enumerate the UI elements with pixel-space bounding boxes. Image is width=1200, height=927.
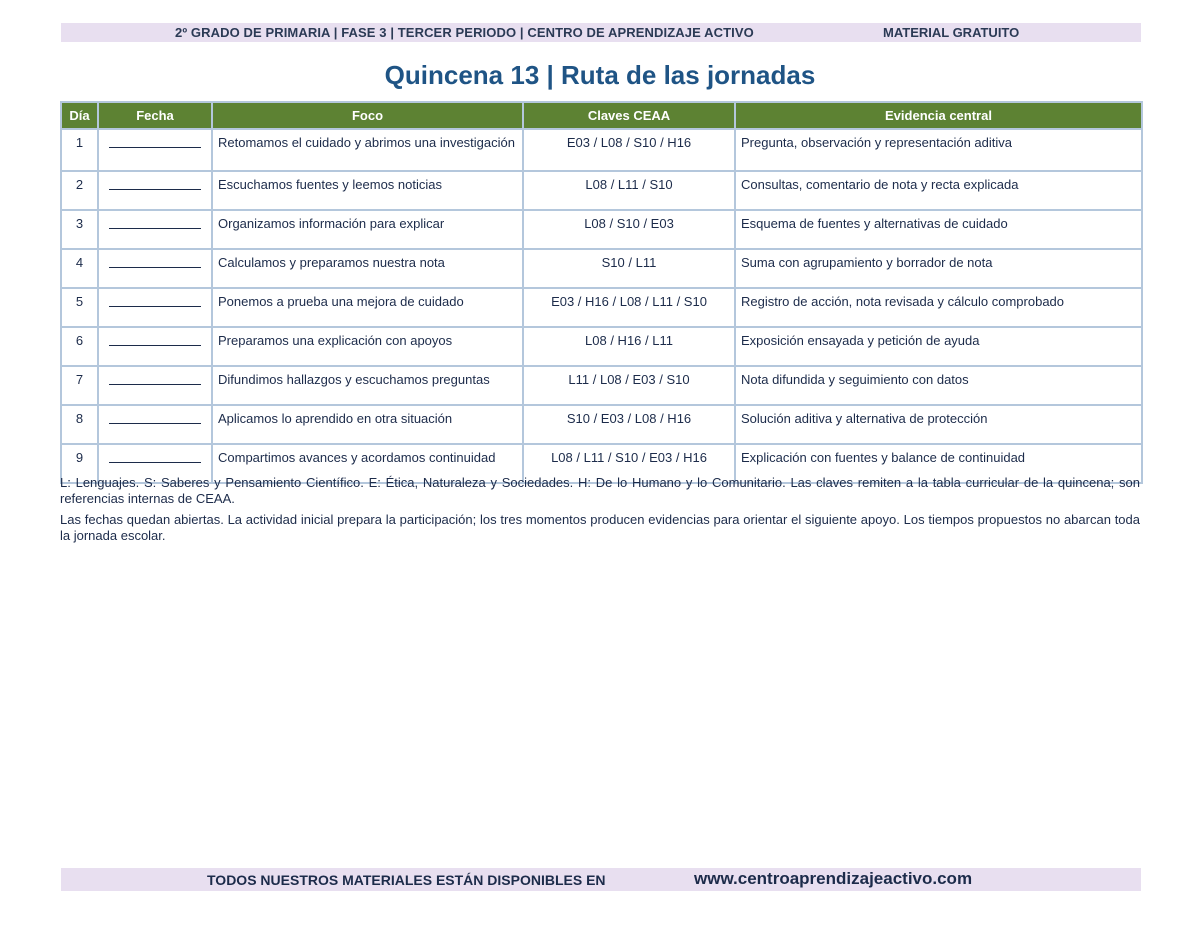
date-blank xyxy=(98,327,212,366)
cell-dia: 6 xyxy=(61,327,98,366)
date-blank-line xyxy=(109,135,201,148)
table-row xyxy=(61,366,1142,405)
cell-claves: S10 / L11 xyxy=(523,249,735,288)
date-blank xyxy=(98,288,212,327)
date-blank-line xyxy=(109,411,201,424)
cell-evidencia: Solución aditiva y alternativa de protección xyxy=(735,405,1142,444)
page-title: Quincena 13 | Ruta de las jornadas xyxy=(384,60,816,90)
cell-dia: 4 xyxy=(61,249,98,288)
cell-claves: L11 / L08 / E03 / S10 xyxy=(523,366,735,405)
table-row xyxy=(61,129,1142,171)
cell-dia: 9 xyxy=(61,444,98,483)
table-row xyxy=(61,210,1142,249)
table-row xyxy=(61,327,1142,366)
cell-evidencia: Suma con agrupamiento y borrador de nota xyxy=(735,249,1142,288)
table-row xyxy=(61,171,1142,210)
footer-band xyxy=(61,868,1141,891)
legend-note: L: Lenguajes. S: Saberes y Pensamiento Científico. E: Ética, Naturaleza y Sociedades. H: De lo Humano y lo Comunitario. Las claves remiten a la tabla curricular de la quincena; son referencias internas de CEAA. xyxy=(60,475,1140,506)
date-blank-line xyxy=(109,216,201,229)
cell-evidencia: Consultas, comentario de nota y recta explicada xyxy=(735,171,1142,210)
date-blank xyxy=(98,249,212,288)
column-header-dia: Día xyxy=(61,102,98,129)
date-blank-line xyxy=(109,255,201,268)
footer-website-link[interactable]: www.centroaprendizajeactivo.com xyxy=(694,869,973,888)
cell-claves: L08 / L11 / S10 / E03 / H16 xyxy=(523,444,735,483)
cell-claves: L08 / S10 / E03 xyxy=(523,210,735,249)
cell-claves: E03 / L08 / S10 / H16 xyxy=(523,129,735,171)
cell-evidencia: Esquema de fuentes y alternativas de cuidado xyxy=(735,210,1142,249)
table-row xyxy=(61,249,1142,288)
cell-claves: L08 / L11 / S10 xyxy=(523,171,735,210)
cell-dia: 8 xyxy=(61,405,98,444)
header-band xyxy=(61,23,1141,42)
cell-dia: 2 xyxy=(61,171,98,210)
header-free-material: MATERIAL GRATUITO xyxy=(883,25,1020,40)
date-blank-line xyxy=(109,177,201,190)
cell-claves: E03 / H16 / L08 / L11 / S10 xyxy=(523,288,735,327)
cell-foco: Organizamos información para explicar xyxy=(212,210,523,249)
cell-claves: S10 / E03 / L08 / H16 xyxy=(523,405,735,444)
date-blank-line xyxy=(109,294,201,307)
cell-dia: 3 xyxy=(61,210,98,249)
cell-foco: Escuchamos fuentes y leemos noticias xyxy=(212,171,523,210)
cell-evidencia: Registro de acción, nota revisada y cálculo comprobado xyxy=(735,288,1142,327)
date-blank-line xyxy=(109,450,201,463)
table-header-row xyxy=(61,102,1142,129)
cell-evidencia: Explicación con fuentes y balance de continuidad xyxy=(735,444,1142,483)
cell-evidencia: Pregunta, observación y representación aditiva xyxy=(735,129,1142,171)
date-blank xyxy=(98,405,212,444)
cell-evidencia: Nota difundida y seguimiento con datos xyxy=(735,366,1142,405)
cell-foco: Preparamos una explicación con apoyos xyxy=(212,327,523,366)
column-header-evidencia: Evidencia central xyxy=(735,102,1142,129)
date-blank xyxy=(98,210,212,249)
date-blank xyxy=(98,171,212,210)
column-header-claves: Claves CEAA xyxy=(523,102,735,129)
cell-claves: L08 / H16 / L11 xyxy=(523,327,735,366)
date-blank-line xyxy=(109,372,201,385)
cell-foco: Aplicamos lo aprendido en otra situación xyxy=(212,405,523,444)
cell-foco: Ponemos a prueba una mejora de cuidado xyxy=(212,288,523,327)
cell-foco: Calculamos y preparamos nuestra nota xyxy=(212,249,523,288)
date-blank xyxy=(98,366,212,405)
cell-dia: 7 xyxy=(61,366,98,405)
dates-note: Las fechas quedan abiertas. La actividad inicial prepara la participación; los tres momentos producen evidencias para orientar el siguiente apoyo. Los tiempos propuestos no abarcan toda la jornada escolar. xyxy=(60,512,1140,543)
header-grade-info: 2º GRADO DE PRIMARIA | FASE 3 | TERCER PERIODO | CENTRO DE APRENDIZAJE ACTIVO xyxy=(175,25,754,40)
cell-foco: Difundimos hallazgos y escuchamos preguntas xyxy=(212,366,523,405)
date-blank-line xyxy=(109,333,201,346)
cell-foco: Retomamos el cuidado y abrimos una investigación xyxy=(212,129,523,171)
route-table xyxy=(60,101,1143,484)
table-row xyxy=(61,288,1142,327)
cell-foco: Compartimos avances y acordamos continuidad xyxy=(212,444,523,483)
column-header-foco: Foco xyxy=(212,102,523,129)
notes-section xyxy=(60,475,1140,549)
table-row xyxy=(61,405,1142,444)
cell-dia: 1 xyxy=(61,129,98,171)
date-blank xyxy=(98,129,212,171)
cell-evidencia: Exposición ensayada y petición de ayuda xyxy=(735,327,1142,366)
cell-dia: 5 xyxy=(61,288,98,327)
column-header-fecha: Fecha xyxy=(98,102,212,129)
footer-label: TODOS NUESTROS MATERIALES ESTÁN DISPONIBLES EN xyxy=(207,872,606,888)
